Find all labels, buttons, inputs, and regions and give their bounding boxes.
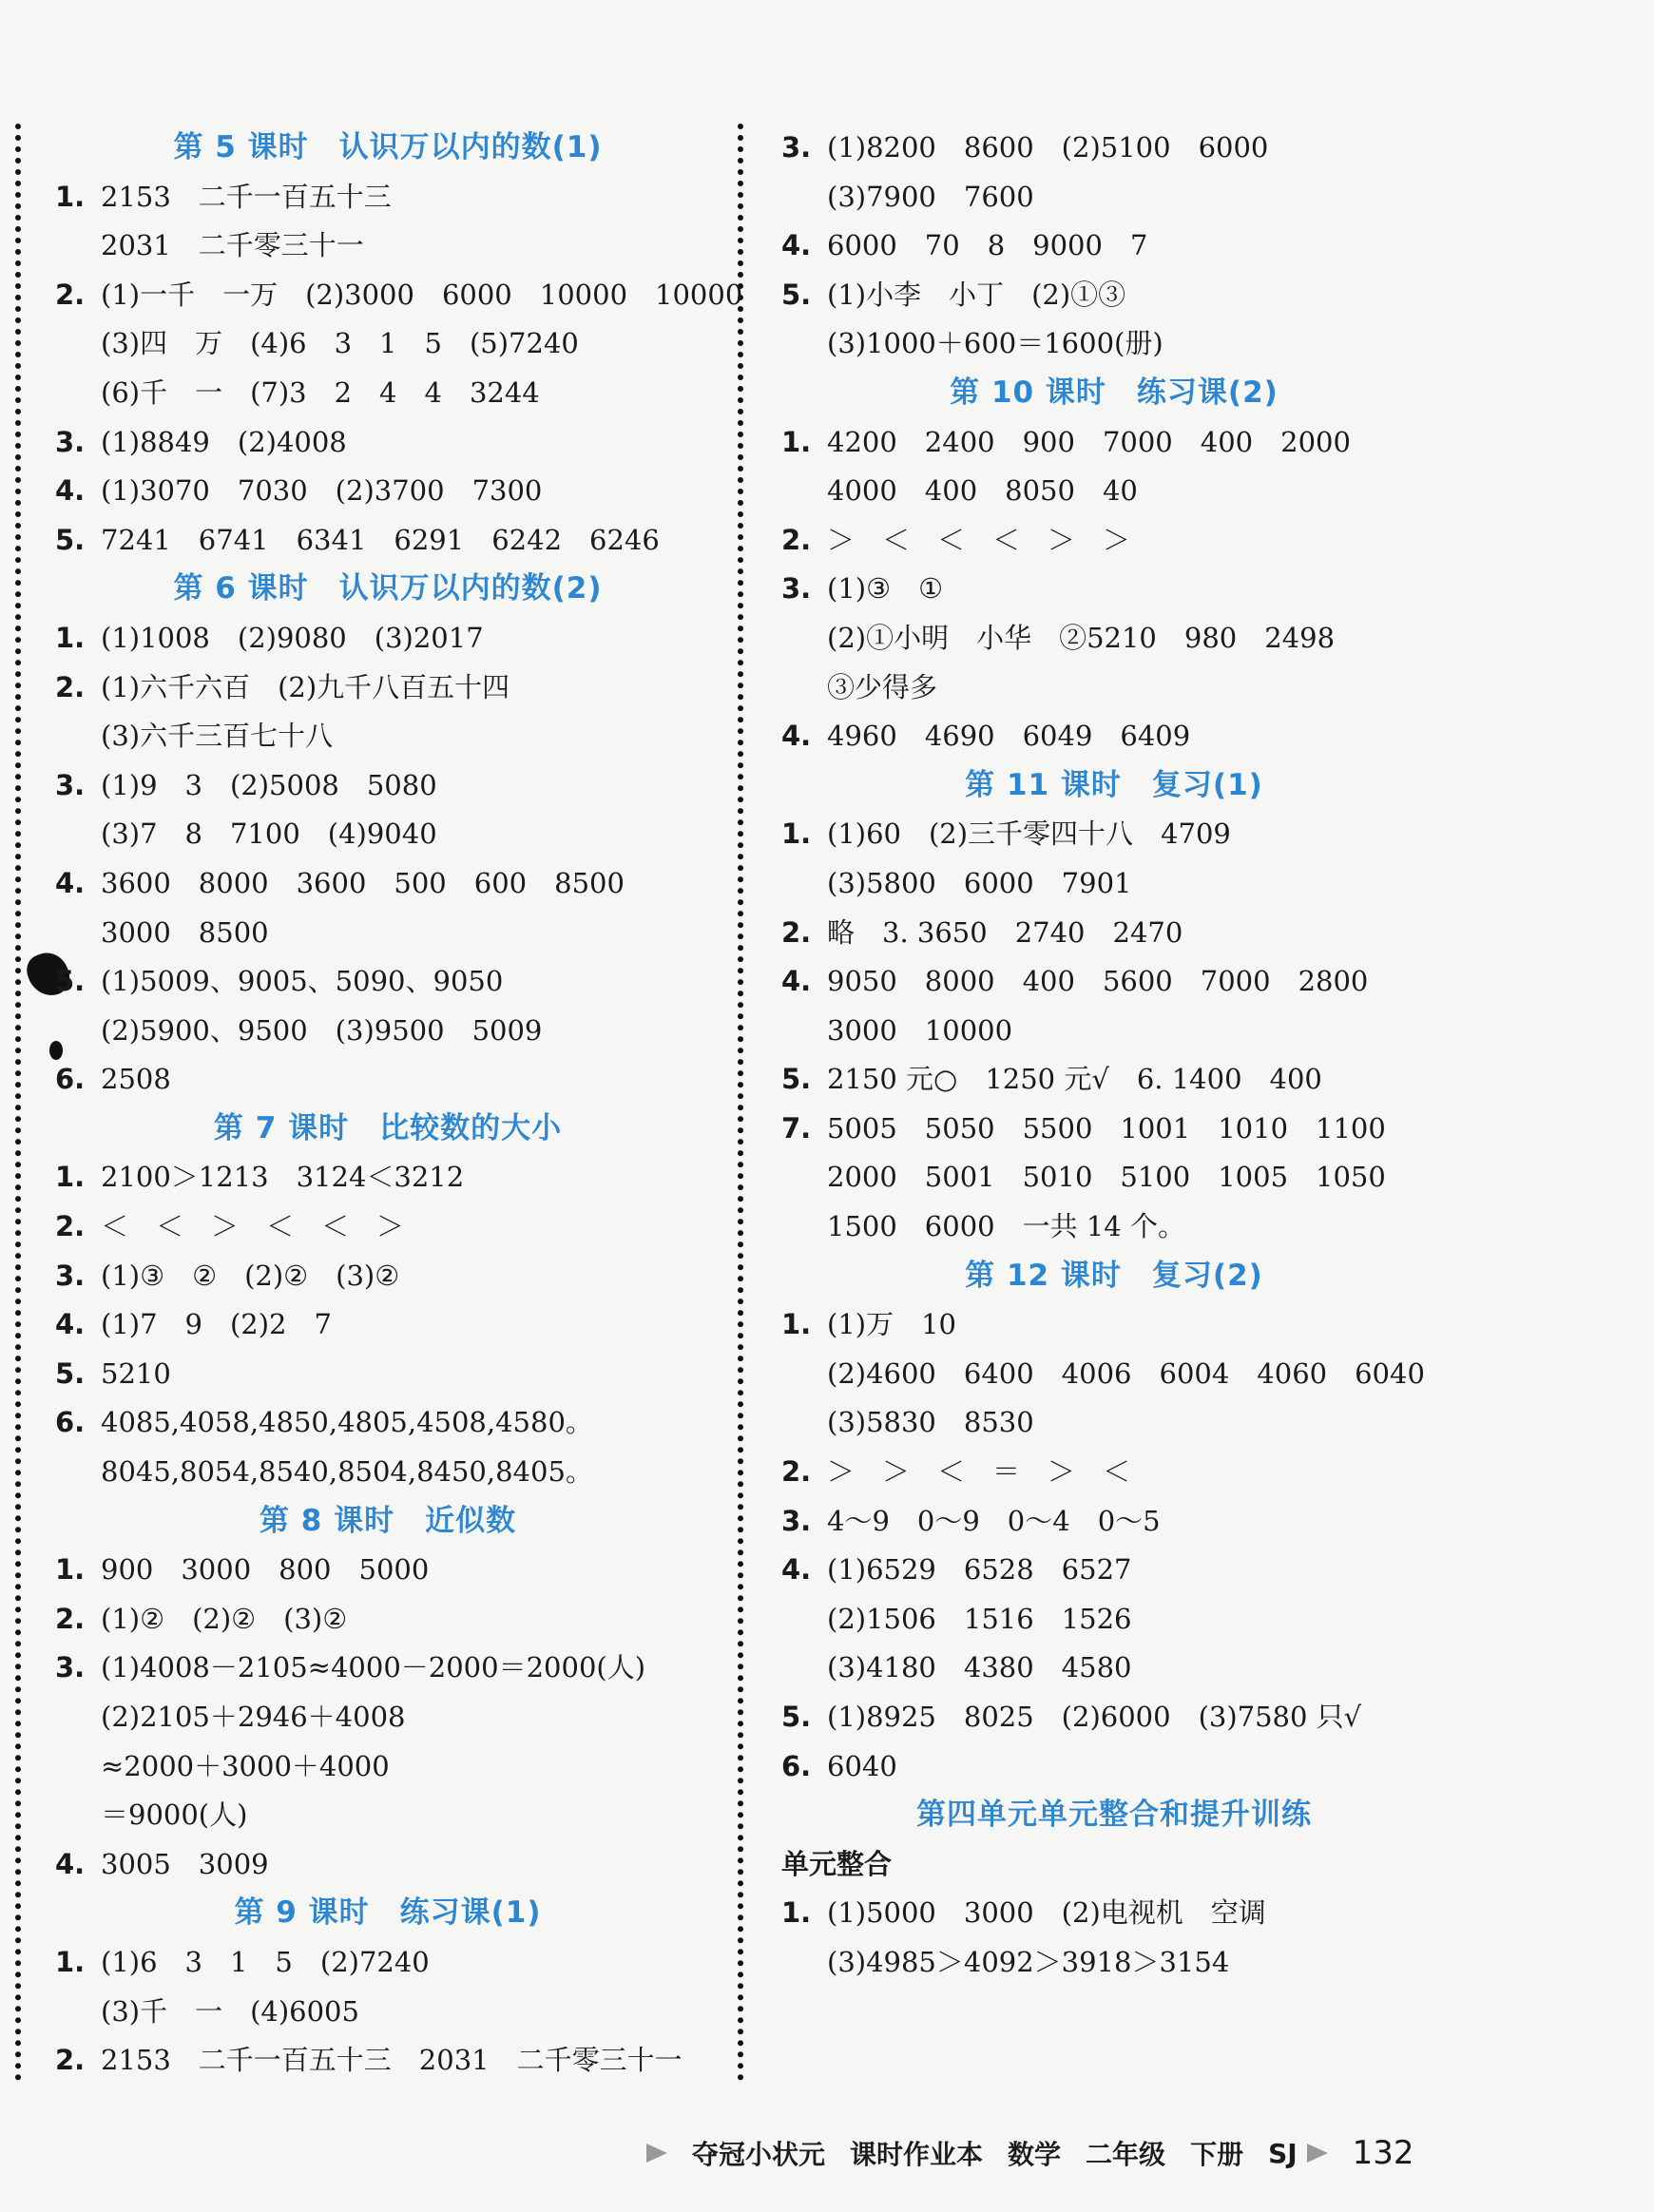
- answer-item: [781, 712, 1447, 761]
- answer-item: [781, 909, 1447, 958]
- answer-text: 5005 5050 5500 1001 1010 1100: [827, 1111, 1386, 1144]
- footer-edition: SJ: [1268, 2137, 1298, 2169]
- item-number: 6.: [781, 1749, 812, 1782]
- answer-text: 3600 8000 3600 500 600 8500: [101, 866, 625, 899]
- item-number: 1.: [55, 1161, 86, 1194]
- item-number: 3.: [781, 572, 812, 606]
- answer-item: [55, 1300, 721, 1350]
- answer-item: [781, 1055, 1447, 1105]
- answer-text: (2)①小明 小华 ②5210 980 2498: [827, 621, 1336, 654]
- answer-text: 6000 70 8 9000 7: [827, 229, 1148, 262]
- answer-text: (3)4180 4380 4580: [827, 1651, 1132, 1684]
- answer-continuation: [781, 1202, 1447, 1252]
- item-number: 1.: [55, 1945, 86, 1978]
- answer-continuation: [781, 664, 1447, 713]
- answer-text: 9050 8000 400 5600 7000 2800: [827, 965, 1369, 998]
- answer-item: [781, 124, 1447, 173]
- answer-item: [55, 1153, 721, 1202]
- right-answer-column: [781, 124, 1447, 1988]
- section-heading: 第 11 课时 复习(1): [965, 767, 1263, 802]
- answer-text: 6040: [827, 1749, 897, 1782]
- answer-text: 2508: [101, 1063, 171, 1096]
- answer-text: (1)8200 8600 (2)5100 6000: [827, 131, 1269, 163]
- answer-continuation: [55, 1742, 721, 1792]
- item-number: 5.: [55, 523, 86, 556]
- answer-text: (2)2105＋2946＋4008: [101, 1701, 406, 1733]
- answer-text: 3000 10000: [827, 1013, 1013, 1047]
- answer-text: 900 3000 800 5000: [101, 1553, 430, 1587]
- section-heading: 第 7 课时 比较数的大小: [213, 1110, 563, 1145]
- answer-text: (6)千 一 (7)3 2 4 4 3244: [101, 375, 540, 409]
- answer-item: [55, 1644, 721, 1693]
- answer-text: (1)4008－2105≈4000－2000＝2000(人): [101, 1651, 646, 1684]
- answer-text: (1)一千 一万 (2)3000 6000 10000 10000: [101, 278, 743, 311]
- item-number: 4.: [55, 1308, 86, 1341]
- arrow-right-icon: [1307, 2144, 1328, 2163]
- answer-text: 5210: [101, 1356, 171, 1390]
- item-number: 4.: [781, 965, 812, 998]
- answer-text: 3005 3009: [101, 1847, 269, 1880]
- answer-item: [55, 1252, 721, 1301]
- answer-text: (2)1506 1516 1526: [827, 1602, 1132, 1635]
- item-number: 1.: [781, 817, 812, 851]
- section-heading: 第 10 课时 练习课(2): [950, 375, 1279, 410]
- answer-text: (1)6 3 1 5 (2)7240: [101, 1945, 430, 1978]
- answer-text: (1)小李 小丁 (2)①③: [827, 278, 1126, 311]
- answer-text: (1)1008 (2)9080 (3)2017: [101, 621, 484, 654]
- answer-item: [55, 1546, 721, 1595]
- answer-continuation: [781, 1153, 1447, 1202]
- answer-text: 2100＞1213 3124＜3212: [101, 1161, 465, 1194]
- answer-item: [781, 1497, 1447, 1547]
- answer-item: [55, 418, 721, 468]
- answer-text: (1)5000 3000 (2)电视机 空调: [827, 1896, 1266, 1930]
- answer-continuation: [55, 810, 721, 859]
- item-number: 2.: [55, 1210, 86, 1243]
- answer-continuation: [55, 712, 721, 761]
- item-number: 2.: [781, 915, 812, 949]
- answer-text: (1)9 3 (2)5008 5080: [101, 768, 437, 801]
- left-answer-column: [55, 124, 743, 2086]
- item-number: 1.: [55, 1553, 86, 1587]
- item-number: 3.: [55, 425, 86, 458]
- item-number: 6.: [55, 1063, 86, 1096]
- answer-continuation: [781, 614, 1447, 664]
- answer-continuation: [781, 1595, 1447, 1645]
- section-heading: 第 8 课时 近似数: [259, 1503, 517, 1538]
- arrow-right-icon: [646, 2144, 667, 2163]
- answer-item: [781, 221, 1447, 271]
- section-heading: 第 6 课时 认识万以内的数(2): [173, 571, 603, 606]
- answer-item: [781, 1448, 1447, 1497]
- answer-text: 4000 400 8050 40: [827, 474, 1138, 508]
- left-dotted-divider: [15, 124, 21, 2082]
- answer-item: [781, 810, 1447, 859]
- center-dotted-divider: [738, 124, 743, 2082]
- answer-item: [781, 1105, 1447, 1154]
- item-number: 7.: [781, 1111, 812, 1144]
- answer-text: (1)② (2)② (3)②: [101, 1602, 348, 1635]
- answer-text: (1)7 9 (2)2 7: [101, 1308, 332, 1341]
- answer-text: (2)5900、9500 (3)9500 5009: [101, 1013, 543, 1047]
- answer-item: [55, 2036, 721, 2086]
- answer-text: 略 3. 3650 2740 2470: [827, 915, 1183, 949]
- answer-text: 2153 二千一百五十三 2031 二千零三十一: [101, 2044, 683, 2077]
- answer-continuation: [781, 1007, 1447, 1056]
- answer-continuation: [55, 1007, 721, 1056]
- answer-text: 8045,8054,8540,8504,8450,8405。: [101, 1455, 593, 1489]
- item-number: 5.: [781, 1701, 812, 1733]
- item-number: 3.: [55, 1651, 86, 1684]
- answer-item: [55, 1202, 721, 1252]
- footer-book: 课时作业本: [850, 2139, 984, 2170]
- answer-text: (1)3070 7030 (2)3700 7300: [101, 474, 543, 508]
- answer-continuation: [781, 1398, 1447, 1448]
- footer-brand: 夺冠小状元: [692, 2139, 826, 2170]
- answer-text: ＝9000(人): [101, 1798, 248, 1832]
- answer-text: (3)六千三百七十八: [101, 720, 334, 753]
- answer-text: ③少得多: [827, 670, 938, 703]
- answer-continuation: [781, 173, 1447, 222]
- answer-text: ＞ ＜ ＜ ＜ ＞ ＞: [827, 523, 1131, 556]
- answer-item: [55, 1840, 721, 1890]
- answer-continuation: [55, 909, 721, 958]
- footer-grade: 二年级: [1086, 2139, 1166, 2170]
- answer-item: [55, 1938, 721, 1988]
- answer-item: [55, 1595, 721, 1645]
- item-number: 4.: [55, 1847, 86, 1880]
- answer-item: [55, 1350, 721, 1399]
- item-number: 3.: [781, 1504, 812, 1537]
- footer-volume: 下册: [1190, 2139, 1244, 2170]
- answer-continuation: [781, 1350, 1447, 1399]
- answer-continuation: [55, 1791, 721, 1840]
- section-heading: 第四单元单元整合和提升训练: [916, 1798, 1312, 1833]
- answer-text: (3)7 8 7100 (4)9040: [101, 817, 437, 851]
- answer-continuation: [55, 221, 721, 271]
- answer-text: (1)③ ② (2)② (3)②: [101, 1259, 400, 1292]
- section-heading: 第 12 课时 复习(2): [965, 1258, 1263, 1293]
- answer-text: (1)③ ①: [827, 572, 944, 606]
- answer-text: (3)1000＋600＝1600(册): [827, 327, 1164, 360]
- answer-continuation: [55, 369, 721, 418]
- answer-item: [781, 1742, 1447, 1792]
- item-number: 3.: [781, 131, 812, 163]
- item-number: 1.: [55, 180, 86, 213]
- section-heading: 第 9 课时 练习课(1): [234, 1895, 542, 1931]
- answer-continuation: [55, 1693, 721, 1742]
- answer-text: 4085,4058,4850,4805,4508,4580。: [101, 1406, 593, 1439]
- answer-text: (2)4600 6400 4006 6004 4060 6040: [827, 1356, 1425, 1390]
- answer-text: 2000 5001 5010 5100 1005 1050: [827, 1161, 1386, 1194]
- item-number: 1.: [781, 1896, 812, 1930]
- item-number: 4.: [781, 720, 812, 753]
- answer-continuation: [781, 1644, 1447, 1693]
- answer-item: [55, 1398, 721, 1448]
- item-number: 2.: [55, 1602, 86, 1635]
- answer-continuation: [55, 319, 721, 369]
- answer-text: (1)万 10: [827, 1308, 956, 1341]
- sub-heading: 单元整合: [781, 1847, 893, 1880]
- item-number: 5.: [781, 278, 812, 311]
- answer-item: [781, 1889, 1447, 1938]
- answer-text: (3)四 万 (4)6 3 1 5 (5)7240: [101, 327, 579, 360]
- item-number: 2.: [55, 670, 86, 703]
- answer-item: [55, 859, 721, 909]
- answer-text: (1)8925 8025 (2)6000 (3)7580 只√: [827, 1701, 1362, 1733]
- item-number: 4.: [781, 1553, 812, 1587]
- answer-text: 4～9 0～9 0～4 0～5: [827, 1504, 1161, 1537]
- answer-text: (1)8849 (2)4008: [101, 425, 347, 458]
- page-number: 132: [1352, 2134, 1414, 2172]
- item-number: 5.: [55, 965, 86, 998]
- item-number: 1.: [55, 621, 86, 654]
- answer-text: 3000 8500: [101, 915, 269, 949]
- item-number: 3.: [55, 768, 86, 801]
- item-number: 4.: [55, 866, 86, 899]
- answer-item: [781, 957, 1447, 1007]
- answer-continuation: [781, 467, 1447, 516]
- answer-text: (3)5830 8530: [827, 1406, 1034, 1439]
- answer-item: [781, 1693, 1447, 1742]
- answer-text: (3)4985＞4092＞3918＞3154: [827, 1945, 1230, 1978]
- item-number: 6.: [55, 1406, 86, 1439]
- answer-text: (1)六千六百 (2)九千八百五十四: [101, 670, 510, 703]
- answer-item: [55, 467, 721, 516]
- answer-item: [55, 271, 743, 320]
- item-number: 5.: [781, 1063, 812, 1096]
- answer-text: 2031 二千零三十一: [101, 229, 364, 262]
- answer-continuation: [781, 319, 1447, 369]
- answer-text: ＜ ＜ ＞ ＜ ＜ ＞: [101, 1210, 405, 1243]
- section-heading: 第 5 课时 认识万以内的数(1): [173, 130, 603, 164]
- answer-text: 2150 元○ 1250 元√ 6. 1400 400: [827, 1063, 1322, 1096]
- answer-item: [55, 664, 721, 713]
- answer-continuation: [781, 859, 1447, 909]
- answer-text: 4200 2400 900 7000 400 2000: [827, 425, 1351, 458]
- answer-text: (1)60 (2)三千零四十八 4709: [827, 817, 1231, 851]
- answer-item: [781, 1546, 1447, 1595]
- item-number: 4.: [55, 474, 86, 508]
- answer-text: ≈2000＋3000＋4000: [101, 1749, 390, 1782]
- answer-text: 2153 二千一百五十三: [101, 180, 392, 213]
- footer-subject: 数学: [1008, 2139, 1062, 2170]
- answer-text: 1500 6000 一共 14 个。: [827, 1210, 1185, 1243]
- answer-continuation: [55, 1988, 721, 2037]
- answer-item: [55, 761, 721, 811]
- item-number: 2.: [55, 278, 86, 311]
- answer-text: (1)6529 6528 6527: [827, 1553, 1132, 1587]
- answer-text: ＞ ＞ ＜ ＝ ＞ ＜: [827, 1455, 1131, 1489]
- item-number: 1.: [781, 1308, 812, 1341]
- item-number: 1.: [781, 425, 812, 458]
- answer-text: (3)5800 6000 7901: [827, 866, 1132, 899]
- answer-item: [781, 1300, 1447, 1350]
- item-number: 4.: [781, 229, 812, 262]
- answer-text: 7241 6741 6341 6291 6242 6246: [101, 523, 660, 556]
- answer-item: [55, 1055, 721, 1105]
- answer-continuation: [55, 1448, 721, 1497]
- item-number: 2.: [781, 1455, 812, 1489]
- answer-text: (3)7900 7600: [827, 180, 1034, 213]
- answer-item: [781, 418, 1447, 468]
- item-number: 2.: [55, 2044, 86, 2077]
- item-number: 3.: [55, 1259, 86, 1292]
- answer-item: [55, 516, 721, 566]
- answer-item: [781, 271, 1447, 320]
- item-number: 5.: [55, 1356, 86, 1390]
- answer-text: (3)千 一 (4)6005: [101, 1994, 359, 2028]
- page-footer: [646, 2129, 1502, 2177]
- answer-item: [781, 516, 1447, 566]
- answer-item: [55, 957, 721, 1007]
- answer-text: 4960 4690 6049 6409: [827, 720, 1191, 753]
- answer-continuation: [781, 1938, 1447, 1988]
- answer-item: [55, 173, 721, 222]
- answer-item: [55, 614, 721, 664]
- item-number: 2.: [781, 523, 812, 556]
- answer-text: (1)5009、9005、5090、9050: [101, 965, 504, 998]
- answer-item: [781, 565, 1447, 614]
